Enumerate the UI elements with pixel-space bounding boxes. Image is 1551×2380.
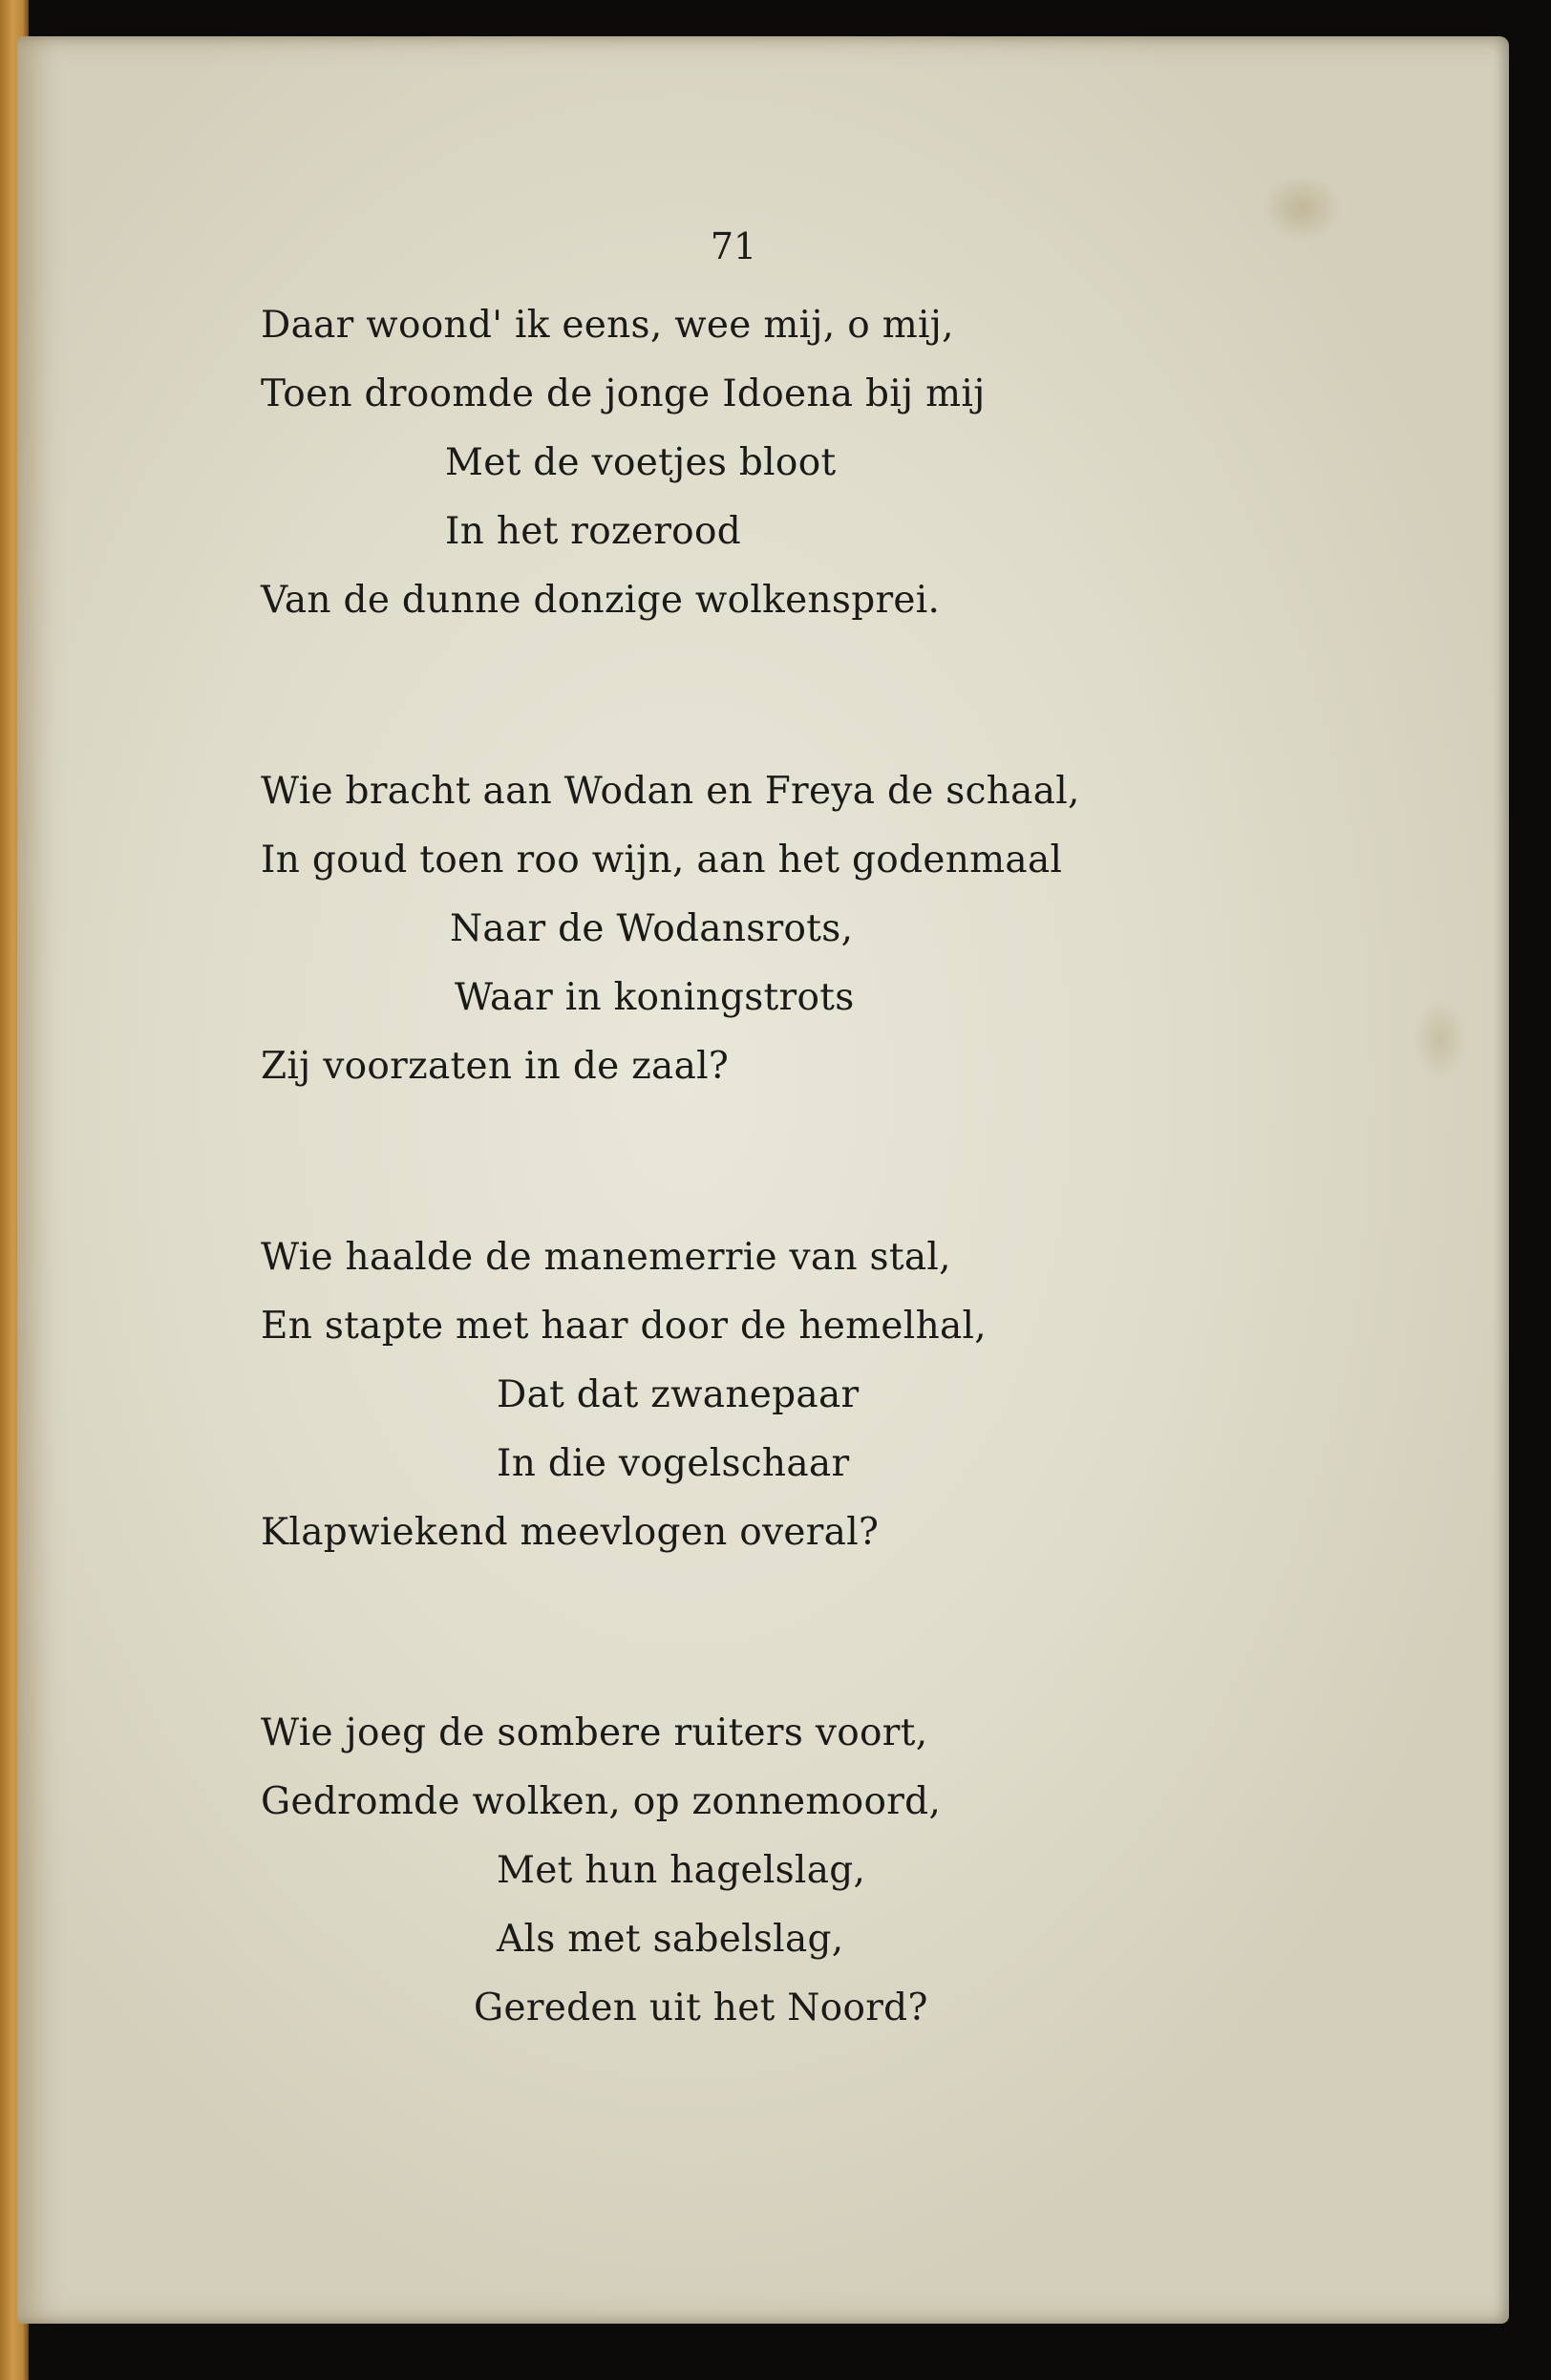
stanza-3-line-2: En stapte met haar door de hemelhal, [261, 1305, 988, 1348]
stanza-1-line-3: Met de voetjes bloot [445, 441, 837, 484]
stanza-1-line-5: Van de dunne donzige wolkensprei. [261, 579, 941, 622]
stanza-3-line-4: In die vogelschaar [497, 1442, 850, 1485]
stanza-4-line-5: Gereden uit het Noord? [474, 1987, 928, 2029]
stanza-3-line-3: Dat dat zwanepaar [497, 1373, 860, 1416]
stanza-2-line-5: Zij voorzaten in de zaal? [261, 1045, 730, 1088]
stanza-4-line-2: Gedromde wolken, op zonnemoord, [261, 1780, 942, 1823]
stanza-2-line-3: Naar de Wodansrots, [450, 907, 854, 950]
stanza-4-line-4: Als met sabelslag, [497, 1918, 844, 1961]
stanza-4-line-1: Wie joeg de sombere ruiters voort, [261, 1711, 928, 1754]
stanza-1-line-1: Daar woond' ik eens, wee mij, o mij, [261, 304, 954, 347]
stanza-1-line-4: In het rozerood [445, 510, 742, 553]
stanza-3-line-5: Klapwiekend meevlogen overal? [261, 1511, 880, 1554]
stanza-2-line-2: In goud toen roo wijn, aan het godenmaal [261, 839, 1063, 882]
book-page [17, 36, 1509, 2324]
stanza-3-line-1: Wie haalde de manemerrie van stal, [261, 1236, 951, 1279]
stanza-2-line-1: Wie bracht aan Wodan en Freya de schaal, [261, 770, 1080, 813]
stanza-4-line-3: Met hun hagelslag, [497, 1849, 866, 1892]
page-number: 71 [710, 225, 757, 267]
stanza-2-line-4: Waar in koningstrots [455, 976, 855, 1019]
poem [17, 36, 1509, 2324]
stanza-1-line-2: Toen droomde de jonge Idoena bij mij [261, 372, 986, 415]
